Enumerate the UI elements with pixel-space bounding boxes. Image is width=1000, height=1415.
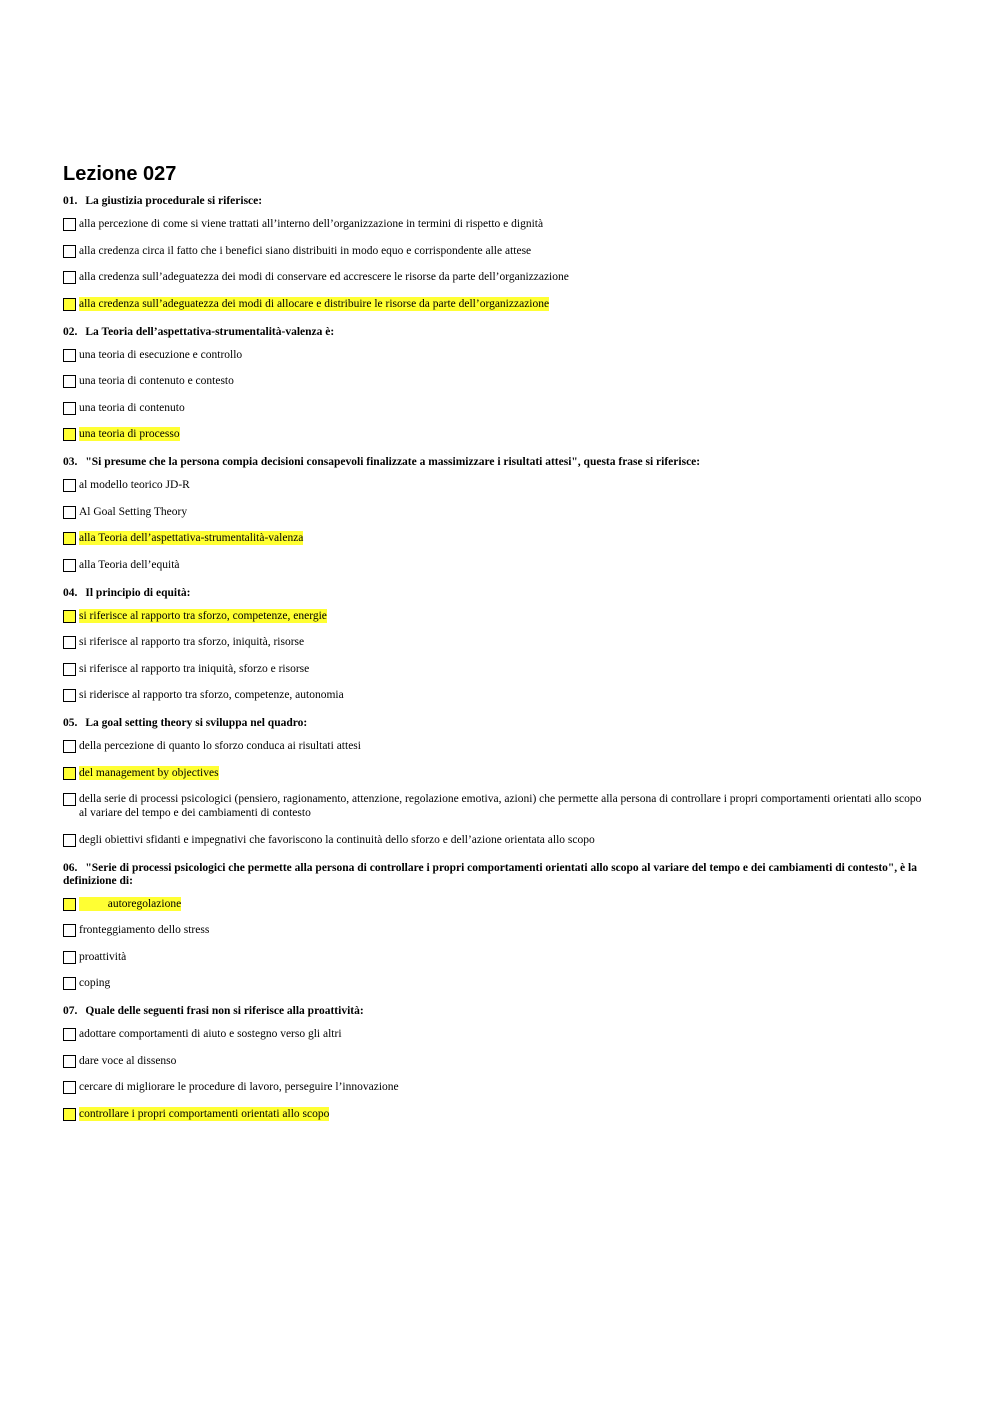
answer-option[interactable]: [63, 297, 923, 311]
option-list: [63, 1027, 923, 1121]
answer-option[interactable]: [63, 401, 923, 415]
question-number: 02.: [63, 325, 78, 338]
checkbox-icon[interactable]: [63, 898, 76, 911]
option-label: adottare comportamenti di aiuto e sostegno verso gli altri: [79, 1028, 342, 1040]
option-label: del management by objectives: [79, 766, 219, 779]
option-label: si riderisce al rapporto tra sforzo, competenze, autonomia: [79, 689, 344, 701]
answer-option[interactable]: [63, 374, 923, 388]
answer-option[interactable]: [63, 1080, 923, 1094]
question-4: [63, 587, 923, 703]
option-label: controllare i propri comportamenti orientati allo scopo: [79, 1107, 330, 1120]
checkbox-icon[interactable]: [63, 767, 76, 780]
answer-option[interactable]: [63, 478, 923, 492]
option-label: fronteggiamento dello stress: [79, 924, 210, 936]
checkbox-icon[interactable]: [63, 924, 76, 937]
checkbox-icon[interactable]: [63, 559, 76, 572]
checkbox-icon[interactable]: [63, 977, 76, 990]
checkbox-icon[interactable]: [63, 1108, 76, 1121]
checkbox-icon[interactable]: [63, 298, 76, 311]
checkbox-icon[interactable]: [63, 1055, 76, 1068]
answer-option[interactable]: [63, 217, 923, 231]
option-label: alla credenza sull’adeguatezza dei modi di allocare e distribuire le risorse da parte dell’organizzazione: [79, 297, 550, 310]
checkbox-icon[interactable]: [63, 740, 76, 753]
option-label: degli obiettivi sfidanti e impegnativi che favoriscono la continuità dello sforzo e dell’azione orientata allo scopo: [79, 833, 595, 846]
option-label: cercare di migliorare le procedure di lavoro, perseguire l’innovazione: [79, 1081, 399, 1093]
checkbox-icon[interactable]: [63, 245, 76, 258]
answer-option[interactable]: [63, 427, 923, 441]
checkbox-icon[interactable]: [63, 951, 76, 964]
checkbox-icon[interactable]: [63, 532, 76, 545]
answer-option[interactable]: [63, 609, 923, 623]
answer-option[interactable]: [63, 348, 923, 362]
option-label: alla Teoria dell’aspettativa-strumentalità-valenza: [79, 532, 304, 544]
lesson-title: Lezione 027: [63, 163, 177, 185]
question-label: Quale delle seguenti frasi non si riferisce alla proattività:: [85, 1005, 364, 1017]
answer-option[interactable]: [63, 976, 923, 990]
question-number: 03.: [63, 456, 78, 468]
question-5: [63, 717, 923, 847]
option-list: [63, 897, 923, 991]
question-number: 01.: [63, 195, 78, 207]
answer-option[interactable]: [63, 766, 923, 780]
answer-option[interactable]: [63, 662, 923, 676]
question-2: [63, 326, 923, 442]
question-text: [63, 326, 923, 339]
option-label: si riferisce al rapporto tra sforzo, iniquità, risorse: [79, 636, 305, 648]
question-number: 04.: [63, 586, 78, 599]
question-text: [63, 456, 923, 469]
question-text: [63, 587, 923, 600]
answer-option[interactable]: [63, 950, 923, 964]
checkbox-icon[interactable]: [63, 1028, 76, 1041]
question-label: "Si presume che la persona compia decisioni consapevoli finalizzate a massimizzare i risultati attesi", questa frase si riferisce:: [85, 456, 701, 468]
answer-option[interactable]: [63, 531, 923, 545]
checkbox-icon[interactable]: [63, 610, 76, 623]
option-label: una teoria di processo: [79, 428, 180, 440]
quiz-page: [63, 162, 923, 1136]
question-text: [63, 195, 923, 208]
question-label: La Teoria dell’aspettativa-strumentalità-valenza è:: [85, 325, 335, 338]
answer-option[interactable]: [63, 1054, 923, 1068]
checkbox-icon[interactable]: [63, 663, 76, 676]
option-label: coping: [79, 977, 111, 989]
question-number: 07.: [63, 1005, 78, 1017]
option-label: alla percezione di come si viene trattati all’interno dell’organizzazione in termini di rispetto e dignità: [79, 218, 544, 230]
answer-option[interactable]: [63, 923, 923, 937]
checkbox-icon[interactable]: [63, 479, 76, 492]
checkbox-icon[interactable]: [63, 218, 76, 231]
option-label: una teoria di esecuzione e controllo: [79, 348, 243, 361]
option-label: alla Teoria dell’equità: [79, 558, 180, 571]
answer-option[interactable]: [63, 833, 923, 847]
answer-option[interactable]: [63, 1107, 923, 1121]
checkbox-icon[interactable]: [63, 1081, 76, 1094]
question-label: "Serie di processi psicologici che permette alla persona di controllare i propri comportamenti orientati allo scopo al variare del tempo e dei cambiamenti di contesto", è la definizione di:: [63, 861, 917, 887]
option-label: della serie di processi psicologici (pensiero, ragionamento, attenzione, regolazione emotiva, azioni) che permette alla persona di controllare i propri comportamenti orientati allo scopo al variare del tempo e dei cambiamenti di contesto: [79, 793, 922, 819]
question-label: Il principio di equità:: [85, 586, 191, 599]
option-label: si riferisce al rapporto tra sforzo, competenze, energie: [79, 609, 327, 622]
answer-option[interactable]: [63, 897, 923, 911]
checkbox-icon[interactable]: [63, 834, 76, 847]
option-label: autoregolazione: [79, 897, 182, 910]
option-list: [63, 478, 923, 572]
option-label: alla credenza sull’adeguatezza dei modi di conservare ed accrescere le risorse da parte dell’organizzazione: [79, 271, 569, 283]
checkbox-icon[interactable]: [63, 349, 76, 362]
option-list: [63, 217, 923, 311]
option-label: si riferisce al rapporto tra iniquità, sforzo e risorse: [79, 662, 310, 675]
question-number: 05.: [63, 717, 78, 729]
option-label: una teoria di contenuto e contesto: [79, 375, 234, 387]
question-text: [63, 717, 923, 730]
option-list: [63, 609, 923, 703]
answer-option[interactable]: [63, 244, 923, 258]
answer-option[interactable]: [63, 635, 923, 649]
option-label: al modello teorico JD-R: [79, 479, 190, 491]
question-6: [63, 862, 923, 991]
answer-option[interactable]: [63, 739, 923, 753]
question-text: [63, 1005, 923, 1018]
checkbox-icon[interactable]: [63, 402, 76, 415]
question-number: 06.: [63, 861, 78, 874]
checkbox-icon[interactable]: [63, 793, 76, 806]
question-7: [63, 1005, 923, 1121]
answer-option[interactable]: [63, 1027, 923, 1041]
question-1: [63, 195, 923, 311]
option-label: Al Goal Setting Theory: [79, 505, 188, 518]
checkbox-icon[interactable]: [63, 271, 76, 284]
checkbox-icon[interactable]: [63, 375, 76, 388]
question-label: La goal setting theory si sviluppa nel quadro:: [85, 717, 308, 729]
option-label: una teoria di contenuto: [79, 401, 185, 414]
question-text: [63, 862, 923, 888]
question-3: [63, 456, 923, 572]
answer-option[interactable]: [63, 270, 923, 284]
question-list: [63, 195, 923, 1121]
checkbox-icon[interactable]: [63, 636, 76, 649]
question-label: La giustizia procedurale si riferisce:: [85, 195, 263, 207]
option-label: proattività: [79, 950, 127, 963]
option-list: [63, 739, 923, 847]
checkbox-icon[interactable]: [63, 689, 76, 702]
checkbox-icon[interactable]: [63, 428, 76, 441]
option-list: [63, 348, 923, 442]
answer-option[interactable]: [63, 688, 923, 702]
option-label: alla credenza circa il fatto che i benefici siano distribuiti in modo equo e corrispondente alle attese: [79, 244, 532, 257]
answer-option[interactable]: [63, 558, 923, 572]
checkbox-icon[interactable]: [63, 506, 76, 519]
option-label: dare voce al dissenso: [79, 1054, 177, 1067]
answer-option[interactable]: [63, 792, 923, 820]
option-label: della percezione di quanto lo sforzo conduca ai risultati attesi: [79, 740, 361, 752]
answer-option[interactable]: [63, 505, 923, 519]
